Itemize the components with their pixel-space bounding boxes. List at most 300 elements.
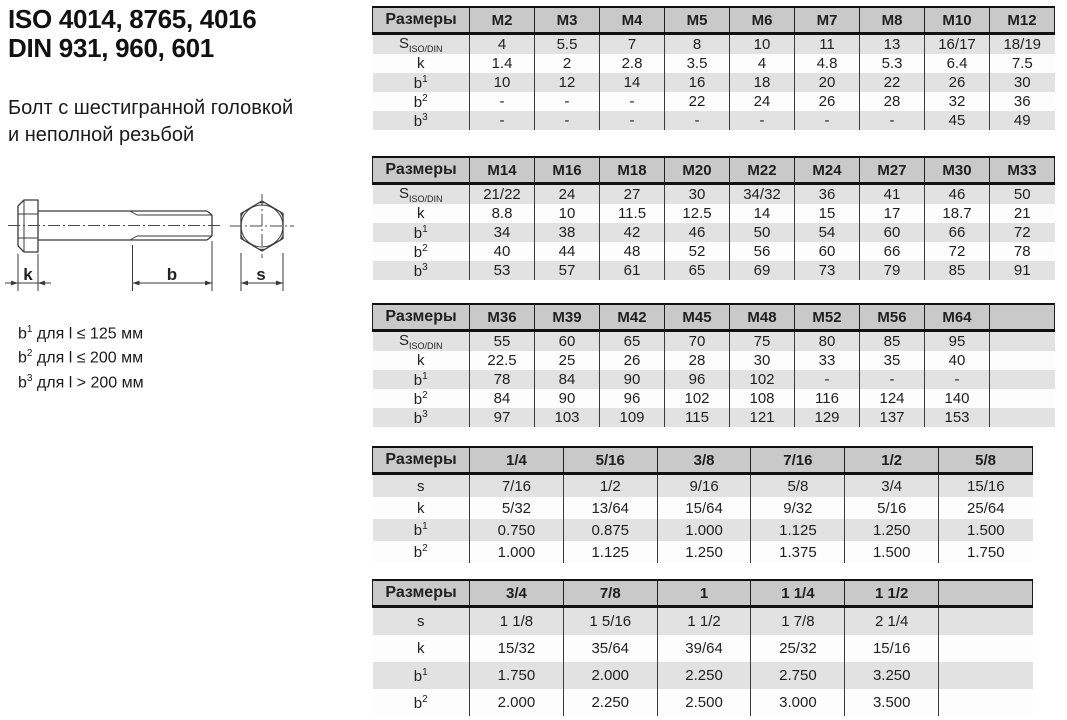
- footnote-b1: $b^1$ для l ≤ 125 мм: [18, 324, 144, 343]
- dimension-table: [372, 579, 1033, 716]
- value-cell: 15/16: [939, 474, 1033, 498]
- row-label: $b^1$: [373, 223, 470, 242]
- column-header: M52: [795, 304, 860, 331]
- value-cell: 61: [600, 261, 665, 280]
- value-cell: 70: [665, 331, 730, 352]
- value-cell: 9/16: [657, 474, 751, 498]
- value-cell: 22: [860, 73, 925, 92]
- value-cell: 79: [860, 261, 925, 280]
- row-label: $b^1$: [373, 73, 470, 92]
- table-inch-quarter-to-five-eighths: [372, 446, 1033, 563]
- value-cell: -: [600, 92, 665, 111]
- value-cell: 2 1/4: [845, 607, 939, 636]
- value-cell: 2: [535, 54, 600, 73]
- value-cell: 48: [600, 242, 665, 261]
- value-cell: 1.250: [845, 519, 939, 541]
- value-cell: 3.500: [845, 689, 939, 716]
- value-cell: 108: [730, 389, 795, 408]
- row-label: $b^3$: [373, 111, 470, 130]
- column-header: [939, 580, 1033, 607]
- value-cell: 53: [470, 261, 535, 280]
- value-cell: 14: [600, 73, 665, 92]
- value-cell: 36: [990, 92, 1055, 111]
- value-cell: 18.7: [925, 204, 990, 223]
- table-row: [373, 607, 1033, 636]
- bolt-end-view: [230, 194, 294, 258]
- value-cell: -: [665, 111, 730, 130]
- value-cell: 20: [795, 73, 860, 92]
- row-label: s: [373, 474, 470, 498]
- value-cell: 3.250: [845, 662, 939, 689]
- column-header: 1/4: [470, 447, 564, 474]
- value-cell: 1 1/2: [657, 607, 751, 636]
- value-cell: 30: [990, 73, 1055, 92]
- row-label: $b^1$: [373, 370, 470, 389]
- value-cell: 52: [665, 242, 730, 261]
- column-header: M14: [470, 157, 535, 184]
- value-cell: 36: [795, 184, 860, 205]
- row-label: $S_{ISO/DIN}$: [373, 184, 470, 205]
- value-cell: 121: [730, 408, 795, 427]
- dimension-b: [133, 241, 213, 291]
- value-cell: 40: [925, 351, 990, 370]
- row-label: k: [373, 54, 470, 73]
- column-header: M22: [730, 157, 795, 184]
- value-cell: 84: [535, 370, 600, 389]
- value-cell: 3.5: [665, 54, 730, 73]
- column-header: [990, 304, 1055, 331]
- value-cell: 124: [860, 389, 925, 408]
- value-cell: 153: [925, 408, 990, 427]
- value-cell: -: [535, 111, 600, 130]
- value-cell: 45: [925, 111, 990, 130]
- value-cell: 85: [860, 331, 925, 352]
- value-cell: 116: [795, 389, 860, 408]
- value-cell: 4: [470, 34, 535, 55]
- value-cell: 2.8: [600, 54, 665, 73]
- value-cell: 78: [990, 242, 1055, 261]
- row-label: k: [373, 351, 470, 370]
- value-cell: 69: [730, 261, 795, 280]
- value-cell: 32: [925, 92, 990, 111]
- value-cell: 11: [795, 34, 860, 55]
- value-cell: -: [925, 370, 990, 389]
- row-label: $b^2$: [373, 389, 470, 408]
- value-cell: 7/16: [470, 474, 564, 498]
- table-row: [373, 261, 1055, 280]
- column-header: M18: [600, 157, 665, 184]
- table-corner-header: Размеры: [373, 157, 470, 184]
- table-row: [373, 92, 1055, 111]
- table-row: [373, 331, 1055, 352]
- row-label: s: [373, 607, 470, 636]
- value-cell: 91: [990, 261, 1055, 280]
- table-corner-header: Размеры: [373, 580, 470, 607]
- value-cell: [990, 389, 1055, 408]
- column-header: M36: [470, 304, 535, 331]
- table-corner-header: Размеры: [373, 304, 470, 331]
- value-cell: 26: [795, 92, 860, 111]
- value-cell: 2.250: [563, 689, 657, 716]
- value-cell: 5.3: [860, 54, 925, 73]
- dimension-table: [372, 446, 1033, 563]
- value-cell: [990, 370, 1055, 389]
- value-cell: 2.000: [470, 689, 564, 716]
- column-header: M3: [535, 7, 600, 34]
- value-cell: 15/32: [470, 635, 564, 662]
- value-cell: 5/32: [470, 497, 564, 519]
- table-row: [373, 54, 1055, 73]
- value-cell: 3/4: [845, 474, 939, 498]
- value-cell: 50: [730, 223, 795, 242]
- value-cell: 8.8: [470, 204, 535, 223]
- value-cell: 5.5: [535, 34, 600, 55]
- column-header: M30: [925, 157, 990, 184]
- value-cell: 95: [925, 331, 990, 352]
- value-cell: 30: [665, 184, 730, 205]
- value-cell: 25/32: [751, 635, 845, 662]
- value-cell: 41: [860, 184, 925, 205]
- table-corner-header: Размеры: [373, 7, 470, 34]
- value-cell: 4: [730, 54, 795, 73]
- value-cell: 85: [925, 261, 990, 280]
- value-cell: 4.8: [795, 54, 860, 73]
- column-header: M24: [795, 157, 860, 184]
- column-header: M20: [665, 157, 730, 184]
- row-label: $S_{ISO/DIN}$: [373, 331, 470, 352]
- value-cell: -: [795, 370, 860, 389]
- row-label: $b^2$: [373, 689, 470, 716]
- row-label: k: [373, 204, 470, 223]
- bolt-technical-drawing: [0, 180, 320, 300]
- value-cell: 97: [470, 408, 535, 427]
- subtitle-line-2: и неполной резьбой: [8, 124, 195, 146]
- value-cell: [939, 689, 1033, 716]
- value-cell: 115: [665, 408, 730, 427]
- value-cell: 102: [730, 370, 795, 389]
- value-cell: 21/22: [470, 184, 535, 205]
- table-row: [373, 111, 1055, 130]
- value-cell: 27: [600, 184, 665, 205]
- value-cell: 25/64: [939, 497, 1033, 519]
- value-cell: 18/19: [990, 34, 1055, 55]
- value-cell: 1.000: [470, 541, 564, 563]
- value-cell: 1.750: [939, 541, 1033, 563]
- value-cell: [939, 635, 1033, 662]
- row-label: $b^3$: [373, 261, 470, 280]
- value-cell: 24: [535, 184, 600, 205]
- table-row: [373, 474, 1033, 498]
- table-corner-header: Размеры: [373, 447, 470, 474]
- column-header: M12: [990, 7, 1055, 34]
- dimension-s: [241, 253, 283, 291]
- value-cell: [990, 351, 1055, 370]
- column-header: M5: [665, 7, 730, 34]
- value-cell: 14: [730, 204, 795, 223]
- value-cell: -: [730, 111, 795, 130]
- value-cell: [990, 331, 1055, 352]
- value-cell: 10: [730, 34, 795, 55]
- column-header: M39: [535, 304, 600, 331]
- dimension-table: [372, 303, 1055, 427]
- column-header: 1/2: [845, 447, 939, 474]
- value-cell: 57: [535, 261, 600, 280]
- table-row: [373, 389, 1055, 408]
- table-row: [373, 662, 1033, 689]
- value-cell: 55: [470, 331, 535, 352]
- value-cell: 60: [535, 331, 600, 352]
- value-cell: 8: [665, 34, 730, 55]
- value-cell: 16: [665, 73, 730, 92]
- value-cell: 1.500: [939, 519, 1033, 541]
- column-header: 1 1/2: [845, 580, 939, 607]
- dimension-table: [372, 156, 1055, 280]
- column-header: M64: [925, 304, 990, 331]
- value-cell: 65: [665, 261, 730, 280]
- value-cell: 10: [535, 204, 600, 223]
- row-label: $b^2$: [373, 242, 470, 261]
- value-cell: 54: [795, 223, 860, 242]
- value-cell: 90: [600, 370, 665, 389]
- column-header: M8: [860, 7, 925, 34]
- value-cell: 1 7/8: [751, 607, 845, 636]
- table-row: [373, 351, 1055, 370]
- value-cell: 9/32: [751, 497, 845, 519]
- value-cell: 1.750: [470, 662, 564, 689]
- value-cell: 66: [860, 242, 925, 261]
- value-cell: 84: [470, 389, 535, 408]
- value-cell: [939, 662, 1033, 689]
- value-cell: 75: [730, 331, 795, 352]
- column-header: 5/8: [939, 447, 1033, 474]
- value-cell: 1 1/8: [470, 607, 564, 636]
- value-cell: 80: [795, 331, 860, 352]
- value-cell: 35/64: [563, 635, 657, 662]
- value-cell: 72: [990, 223, 1055, 242]
- table-metric-m2-m12: [372, 6, 1055, 130]
- value-cell: 46: [925, 184, 990, 205]
- value-cell: -: [795, 111, 860, 130]
- value-cell: 0.875: [563, 519, 657, 541]
- table-row: [373, 689, 1033, 716]
- value-cell: -: [470, 111, 535, 130]
- value-cell: 46: [665, 223, 730, 242]
- value-cell: -: [860, 370, 925, 389]
- value-cell: 24: [730, 92, 795, 111]
- table-row: [373, 519, 1033, 541]
- value-cell: 60: [795, 242, 860, 261]
- row-label: $S_{ISO/DIN}$: [373, 34, 470, 55]
- value-cell: 96: [600, 389, 665, 408]
- column-header: M16: [535, 157, 600, 184]
- value-cell: 137: [860, 408, 925, 427]
- table-row: [373, 34, 1055, 55]
- value-cell: 65: [600, 331, 665, 352]
- value-cell: -: [535, 92, 600, 111]
- table-row: [373, 370, 1055, 389]
- value-cell: 6.4: [925, 54, 990, 73]
- page-title: [8, 5, 256, 63]
- column-header: 3/4: [470, 580, 564, 607]
- value-cell: 129: [795, 408, 860, 427]
- table-metric-m36-m64: [372, 303, 1055, 427]
- title-din: DIN 931, 960, 601: [8, 33, 214, 63]
- value-cell: -: [860, 111, 925, 130]
- dim-label-k: k: [23, 265, 33, 284]
- row-label: $b^3$: [373, 408, 470, 427]
- footnotes: [18, 320, 144, 393]
- value-cell: 1.000: [657, 519, 751, 541]
- value-cell: 0.750: [470, 519, 564, 541]
- table-row: [373, 635, 1033, 662]
- value-cell: 1.375: [751, 541, 845, 563]
- column-header: M42: [600, 304, 665, 331]
- row-label: k: [373, 635, 470, 662]
- value-cell: 12: [535, 73, 600, 92]
- value-cell: 1.250: [657, 541, 751, 563]
- value-cell: 33: [795, 351, 860, 370]
- value-cell: 40: [470, 242, 535, 261]
- value-cell: -: [470, 92, 535, 111]
- value-cell: 42: [600, 223, 665, 242]
- table-row: [373, 541, 1033, 563]
- value-cell: 26: [600, 351, 665, 370]
- value-cell: 18: [730, 73, 795, 92]
- value-cell: 49: [990, 111, 1055, 130]
- value-cell: 15: [795, 204, 860, 223]
- title-iso: ISO 4014, 8765, 4016: [8, 4, 257, 34]
- bolt-side-view: [8, 200, 222, 252]
- value-cell: 56: [730, 242, 795, 261]
- value-cell: 102: [665, 389, 730, 408]
- value-cell: 5/8: [751, 474, 845, 498]
- column-header: 7/16: [751, 447, 845, 474]
- value-cell: [990, 408, 1055, 427]
- value-cell: 7: [600, 34, 665, 55]
- column-header: M45: [665, 304, 730, 331]
- value-cell: 11.5: [600, 204, 665, 223]
- value-cell: 2.500: [657, 689, 751, 716]
- column-header: 7/8: [563, 580, 657, 607]
- table-row: [373, 242, 1055, 261]
- value-cell: 2.750: [751, 662, 845, 689]
- value-cell: -: [600, 111, 665, 130]
- value-cell: 1.500: [845, 541, 939, 563]
- value-cell: 25: [535, 351, 600, 370]
- value-cell: 28: [665, 351, 730, 370]
- value-cell: 13/64: [563, 497, 657, 519]
- row-label: k: [373, 497, 470, 519]
- column-header: 3/8: [657, 447, 751, 474]
- table-inch-three-quarter-to-one-and-half: [372, 579, 1033, 716]
- column-header: M4: [600, 7, 665, 34]
- value-cell: 34/32: [730, 184, 795, 205]
- dim-label-s: s: [256, 265, 266, 284]
- value-cell: 44: [535, 242, 600, 261]
- column-header: M33: [990, 157, 1055, 184]
- value-cell: 30: [730, 351, 795, 370]
- column-header: 5/16: [563, 447, 657, 474]
- value-cell: 1.125: [563, 541, 657, 563]
- table-row: [373, 204, 1055, 223]
- dimension-table: [372, 6, 1055, 130]
- value-cell: 2.250: [657, 662, 751, 689]
- value-cell: 140: [925, 389, 990, 408]
- value-cell: 21: [990, 204, 1055, 223]
- value-cell: 3.000: [751, 689, 845, 716]
- value-cell: 73: [795, 261, 860, 280]
- value-cell: 1.4: [470, 54, 535, 73]
- column-header: M2: [470, 7, 535, 34]
- value-cell: 72: [925, 242, 990, 261]
- value-cell: 39/64: [657, 635, 751, 662]
- value-cell: 22.5: [470, 351, 535, 370]
- subtitle-line-1: Болт с шестигранной головкой: [8, 97, 294, 119]
- row-label: $b^2$: [373, 541, 470, 563]
- column-header: M6: [730, 7, 795, 34]
- dim-label-b: b: [166, 265, 178, 284]
- table-row: [373, 184, 1055, 205]
- column-header: 1 1/4: [751, 580, 845, 607]
- table-row: [373, 408, 1055, 427]
- footnote-b2: $b^2$ для l ≤ 200 мм: [18, 348, 144, 367]
- value-cell: 10: [470, 73, 535, 92]
- footnote-b3: $b^3$ для l > 200 мм: [18, 372, 144, 391]
- value-cell: 50: [990, 184, 1055, 205]
- dimension-k: [5, 254, 51, 291]
- value-cell: 15/64: [657, 497, 751, 519]
- value-cell: 90: [535, 389, 600, 408]
- value-cell: 2.000: [563, 662, 657, 689]
- value-cell: 38: [535, 223, 600, 242]
- value-cell: 15/16: [845, 635, 939, 662]
- value-cell: 78: [470, 370, 535, 389]
- value-cell: 17: [860, 204, 925, 223]
- value-cell: 16/17: [925, 34, 990, 55]
- value-cell: [939, 607, 1033, 636]
- value-cell: 26: [925, 73, 990, 92]
- value-cell: 5/16: [845, 497, 939, 519]
- column-header: M10: [925, 7, 990, 34]
- value-cell: 1.125: [751, 519, 845, 541]
- row-label: $b^2$: [373, 92, 470, 111]
- value-cell: 12.5: [665, 204, 730, 223]
- table-row: [373, 497, 1033, 519]
- value-cell: 34: [470, 223, 535, 242]
- value-cell: 60: [860, 223, 925, 242]
- value-cell: 28: [860, 92, 925, 111]
- table-row: [373, 73, 1055, 92]
- column-header: 1: [657, 580, 751, 607]
- value-cell: 109: [600, 408, 665, 427]
- value-cell: 13: [860, 34, 925, 55]
- value-cell: 35: [860, 351, 925, 370]
- value-cell: 103: [535, 408, 600, 427]
- column-header: M27: [860, 157, 925, 184]
- row-label: $b^1$: [373, 662, 470, 689]
- value-cell: 1/2: [563, 474, 657, 498]
- page-subtitle: [8, 95, 293, 149]
- row-label: $b^1$: [373, 519, 470, 541]
- column-header: M48: [730, 304, 795, 331]
- value-cell: 66: [925, 223, 990, 242]
- value-cell: 7.5: [990, 54, 1055, 73]
- value-cell: 96: [665, 370, 730, 389]
- column-header: M56: [860, 304, 925, 331]
- table-metric-m14-m33: [372, 156, 1055, 280]
- table-row: [373, 223, 1055, 242]
- column-header: M7: [795, 7, 860, 34]
